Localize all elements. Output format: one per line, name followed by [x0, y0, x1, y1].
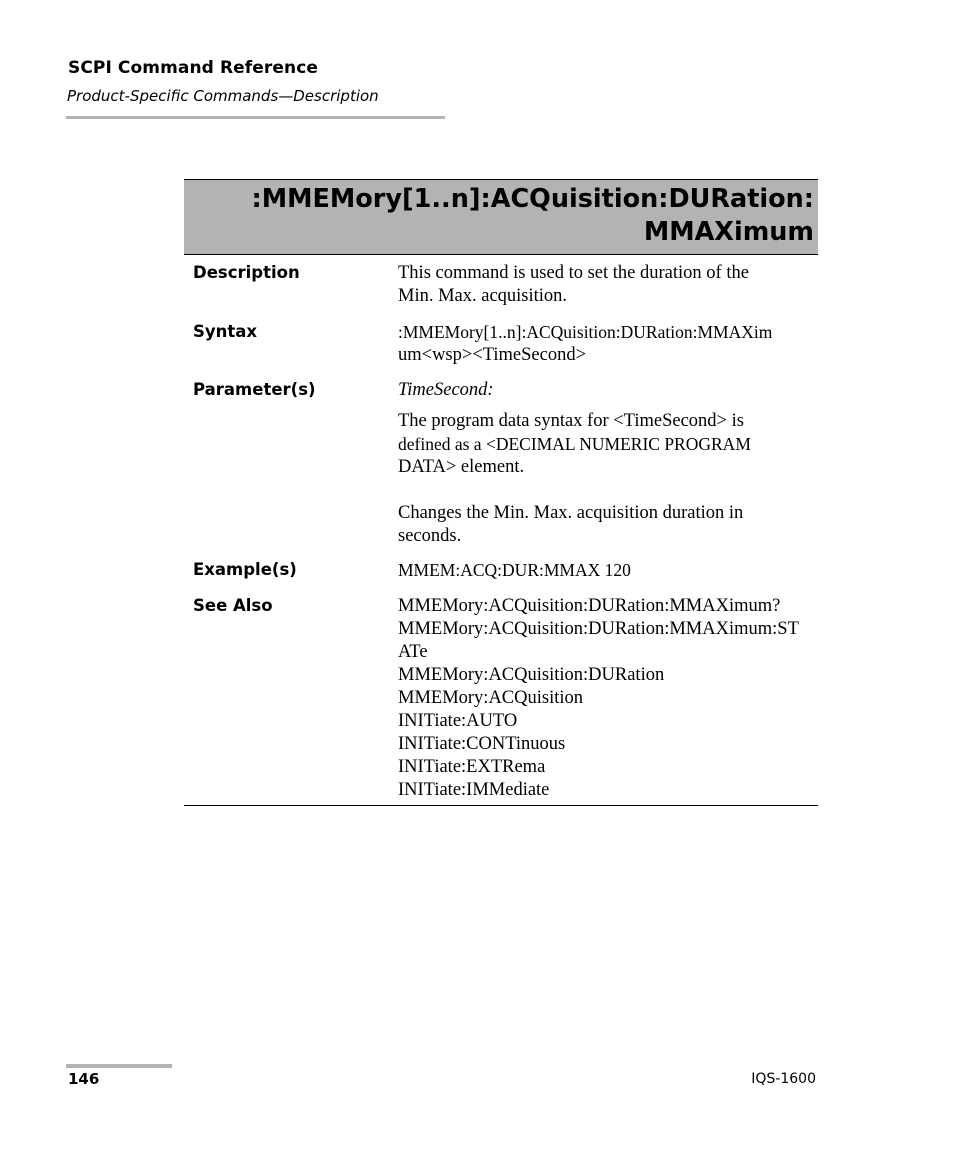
examples-text: MMEM:ACQ:DUR:MMAX 120: [398, 560, 631, 580]
product-model: IQS-1600: [751, 1071, 816, 1087]
parameters-text: TimeSecond: The program data syntax for <TimeSecond> is defined as a <DECIMAL NUMERIC PROGRAM DATA> element. Changes the Min. Max. acquisition duration in seconds.: [398, 379, 818, 548]
footer-divider: [66, 1064, 172, 1068]
command-heading-box: [184, 179, 818, 255]
see-also-label: See Also: [193, 596, 273, 615]
see-also-item: MMEMory:ACQuisition:DURation:MMAXimum?: [398, 596, 781, 616]
parameters-label: Parameter(s): [193, 380, 316, 399]
description-label: Description: [193, 263, 300, 282]
command-title: [252, 183, 815, 249]
see-also-item: ATe: [398, 642, 428, 662]
see-also-item: INITiate:IMMediate: [398, 780, 550, 800]
see-also-item: INITiate:EXTRema: [398, 757, 546, 777]
syntax-label: Syntax: [193, 322, 258, 341]
command-title-line-1: :MMEMory[1..n]:ACQuisition:DURation:: [251, 184, 814, 214]
see-also-item: MMEMory:ACQuisition:DURation:MMAXimum:ST: [398, 619, 799, 639]
table-bottom-rule: [184, 805, 818, 806]
running-header-subtitle: Product-Specific Commands—Description: [67, 87, 379, 105]
syntax-text: :MMEMory[1..n]:ACQuisition:DURation:MMAXim um<wsp><TimeSecond>: [398, 322, 773, 365]
see-also-item: MMEMory:ACQuisition:DURation: [398, 665, 665, 685]
command-title-line-2: MMAXimum: [643, 217, 814, 247]
see-also-item: MMEMory:ACQuisition: [398, 688, 584, 708]
see-also-item: INITiate:CONTinuous: [398, 734, 566, 754]
see-also-item: INITiate:AUTO: [398, 711, 518, 731]
page-number: 146: [68, 1070, 100, 1088]
header-divider: [66, 116, 445, 119]
parameter-name: TimeSecond:: [398, 380, 494, 400]
see-also-list: [398, 595, 818, 802]
examples-label: Example(s): [193, 560, 297, 579]
description-text: This command is used to set the duration of the Min. Max. acquisition.: [398, 263, 749, 306]
running-header-title: SCPI Command Reference: [68, 58, 319, 78]
